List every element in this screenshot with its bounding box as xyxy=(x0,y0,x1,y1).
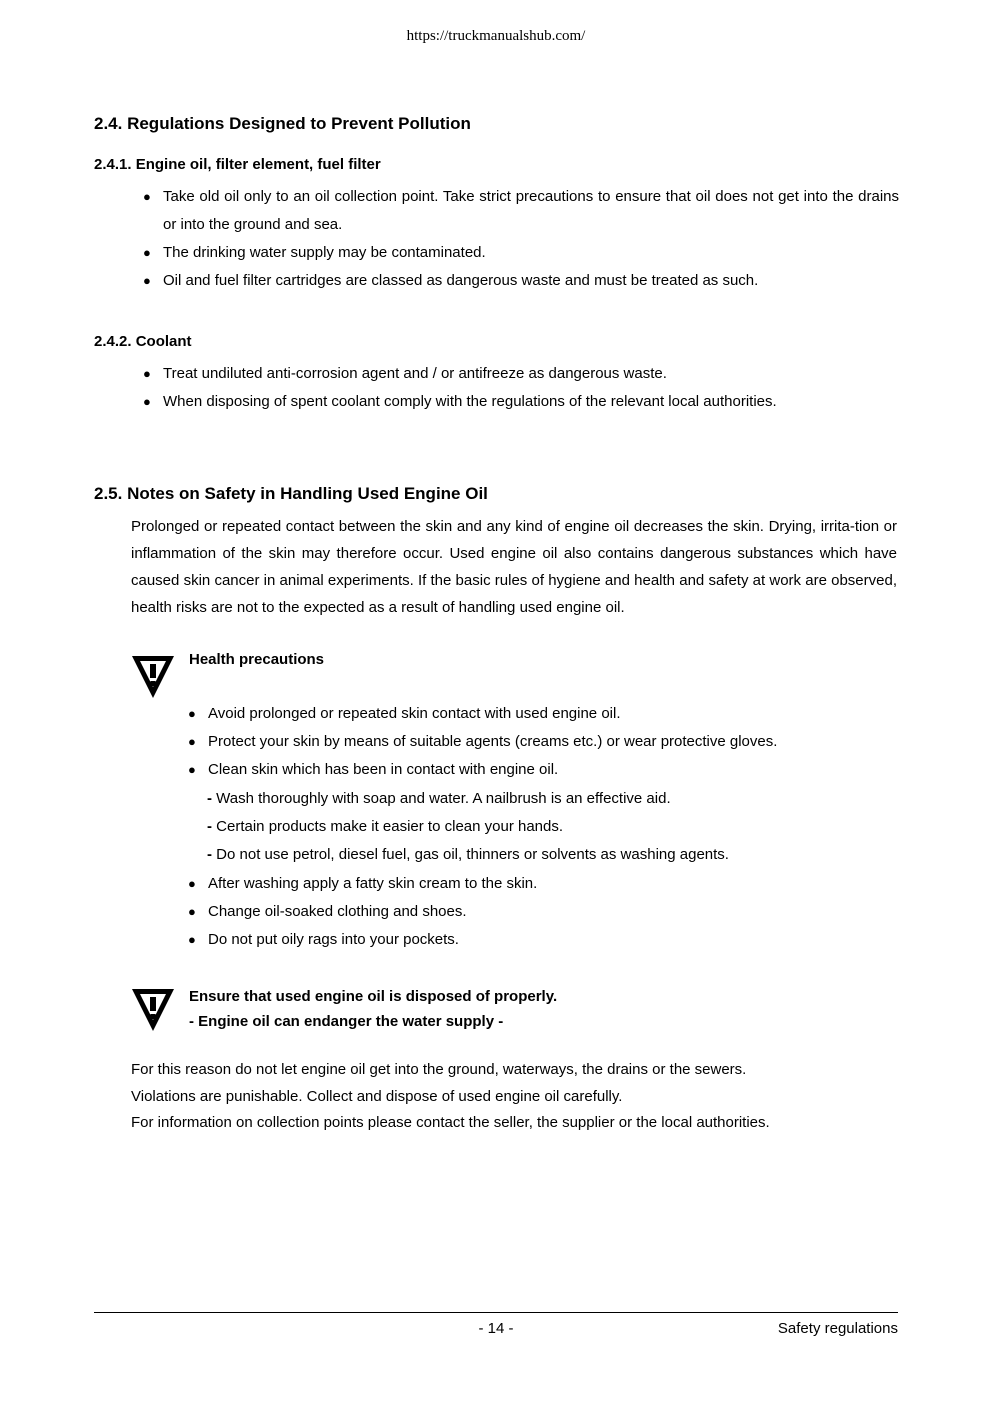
list-item-text: When disposing of spent coolant comply with the regulations of the relevant local authorities. xyxy=(163,393,777,410)
dash-icon: - xyxy=(207,818,217,835)
section-2-4-title: 2.4. Regulations Designed to Prevent Pollution xyxy=(94,114,471,133)
bullet-icon: ● xyxy=(188,734,196,749)
closing-line: Violations are punishable. Collect and dispose of used engine oil carefully. xyxy=(131,1087,623,1105)
closing-paragraph xyxy=(131,1057,770,1137)
warning-text xyxy=(189,984,557,1034)
footer-divider xyxy=(94,1312,898,1313)
list-item-text: Take old oil only to an oil collection point. Take strict precautions to ensure that oil does not get into the drains or into the ground and sea. xyxy=(163,188,899,233)
list-item xyxy=(143,360,899,388)
health-sublist xyxy=(207,785,729,869)
bullet-icon: ● xyxy=(188,932,196,947)
list-item-text: Do not put oily rags into your pockets. xyxy=(208,931,459,948)
list-item xyxy=(143,267,899,295)
list-item xyxy=(143,183,899,239)
sub-item xyxy=(207,813,729,841)
bullet-icon: ● xyxy=(143,394,151,409)
list-2-4-1 xyxy=(143,183,899,295)
bullet-icon: ● xyxy=(143,245,151,260)
list-item xyxy=(188,700,888,728)
list-item-text: The drinking water supply may be contaminated. xyxy=(163,244,486,261)
list-item xyxy=(188,728,888,756)
list-item-text: Avoid prolonged or repeated skin contact with used engine oil. xyxy=(208,705,621,722)
list-item-text: Protect your skin by means of suitable agents (creams etc.) or wear protective gloves. xyxy=(208,733,778,750)
health-list-a xyxy=(188,700,888,784)
list-item xyxy=(188,898,888,926)
section-2-5-title: 2.5. Notes on Safety in Handling Used Engine Oil xyxy=(94,484,488,503)
list-item xyxy=(188,756,888,784)
warning-triangle-icon xyxy=(131,654,175,705)
bullet-icon: ● xyxy=(188,762,196,777)
sub-item-text: Certain products make it easier to clean your hands. xyxy=(216,818,564,835)
sub-item-text: Do not use petrol, diesel fuel, gas oil, thinners or solvents as washing agents. xyxy=(216,846,729,863)
list-2-4-2 xyxy=(143,360,899,416)
footer-section: Safety regulations xyxy=(777,1320,898,1337)
health-precautions-title: Health precautions xyxy=(189,651,325,668)
bullet-icon: ● xyxy=(188,706,196,721)
list-item-text: After washing apply a fatty skin cream to the skin. xyxy=(208,875,538,892)
list-item-text: Change oil-soaked clothing and shoes. xyxy=(208,903,467,920)
closing-line: For this reason do not let engine oil get into the ground, waterways, the drains or the sewers. xyxy=(131,1061,747,1078)
bullet-icon: ● xyxy=(143,189,151,204)
list-item xyxy=(143,239,899,267)
section-2-4-1-title: 2.4.1. Engine oil, filter element, fuel filter xyxy=(94,156,381,173)
list-item-text: Oil and fuel filter cartridges are classed as dangerous waste and must be treated as such. xyxy=(163,272,759,289)
closing-line: For information on collection points please contact the seller, the supplier or the local authorities. xyxy=(131,1114,770,1131)
health-list-b xyxy=(188,870,888,954)
dash-icon: - xyxy=(207,846,217,863)
warning-line-2: - Engine oil can endanger the water supply - xyxy=(189,1013,504,1030)
bullet-icon: ● xyxy=(143,366,151,381)
list-item xyxy=(188,926,888,954)
sub-item xyxy=(207,841,729,869)
bullet-icon: ● xyxy=(188,904,196,919)
list-item xyxy=(188,870,888,898)
dash-icon: - xyxy=(207,790,217,807)
sub-item xyxy=(207,785,729,813)
sub-item-text: Wash thoroughly with soap and water. A nailbrush is an effective aid. xyxy=(216,790,671,807)
section-2-4-2-title: 2.4.2. Coolant xyxy=(94,333,192,350)
list-item xyxy=(143,388,899,416)
header-url: https://truckmanualshub.com/ xyxy=(406,28,586,44)
page-number: - 14 - xyxy=(478,1320,514,1337)
section-2-5-paragraph: Prolonged or repeated contact between the skin and any kind of engine oil decreases the skin. Drying, irrita-tion or inflammation of the skin may therefore occur. Used engine oil also contains dangerous substances which have caused skin cancer in animal experiments. If the basic rules of hygiene and health and safety at work are observed, health risks are not to the expected as a result of handling used engine oil. xyxy=(131,518,897,616)
bullet-icon: ● xyxy=(143,273,151,288)
warning-line-1: Ensure that used engine oil is disposed of properly. xyxy=(189,988,558,1005)
bullet-icon: ● xyxy=(188,876,196,891)
list-item-text: Treat undiluted anti-corrosion agent and / or antifreeze as dangerous waste. xyxy=(163,365,667,382)
list-item-text: Clean skin which has been in contact with engine oil. xyxy=(208,761,559,778)
warning-triangle-icon xyxy=(131,987,175,1038)
